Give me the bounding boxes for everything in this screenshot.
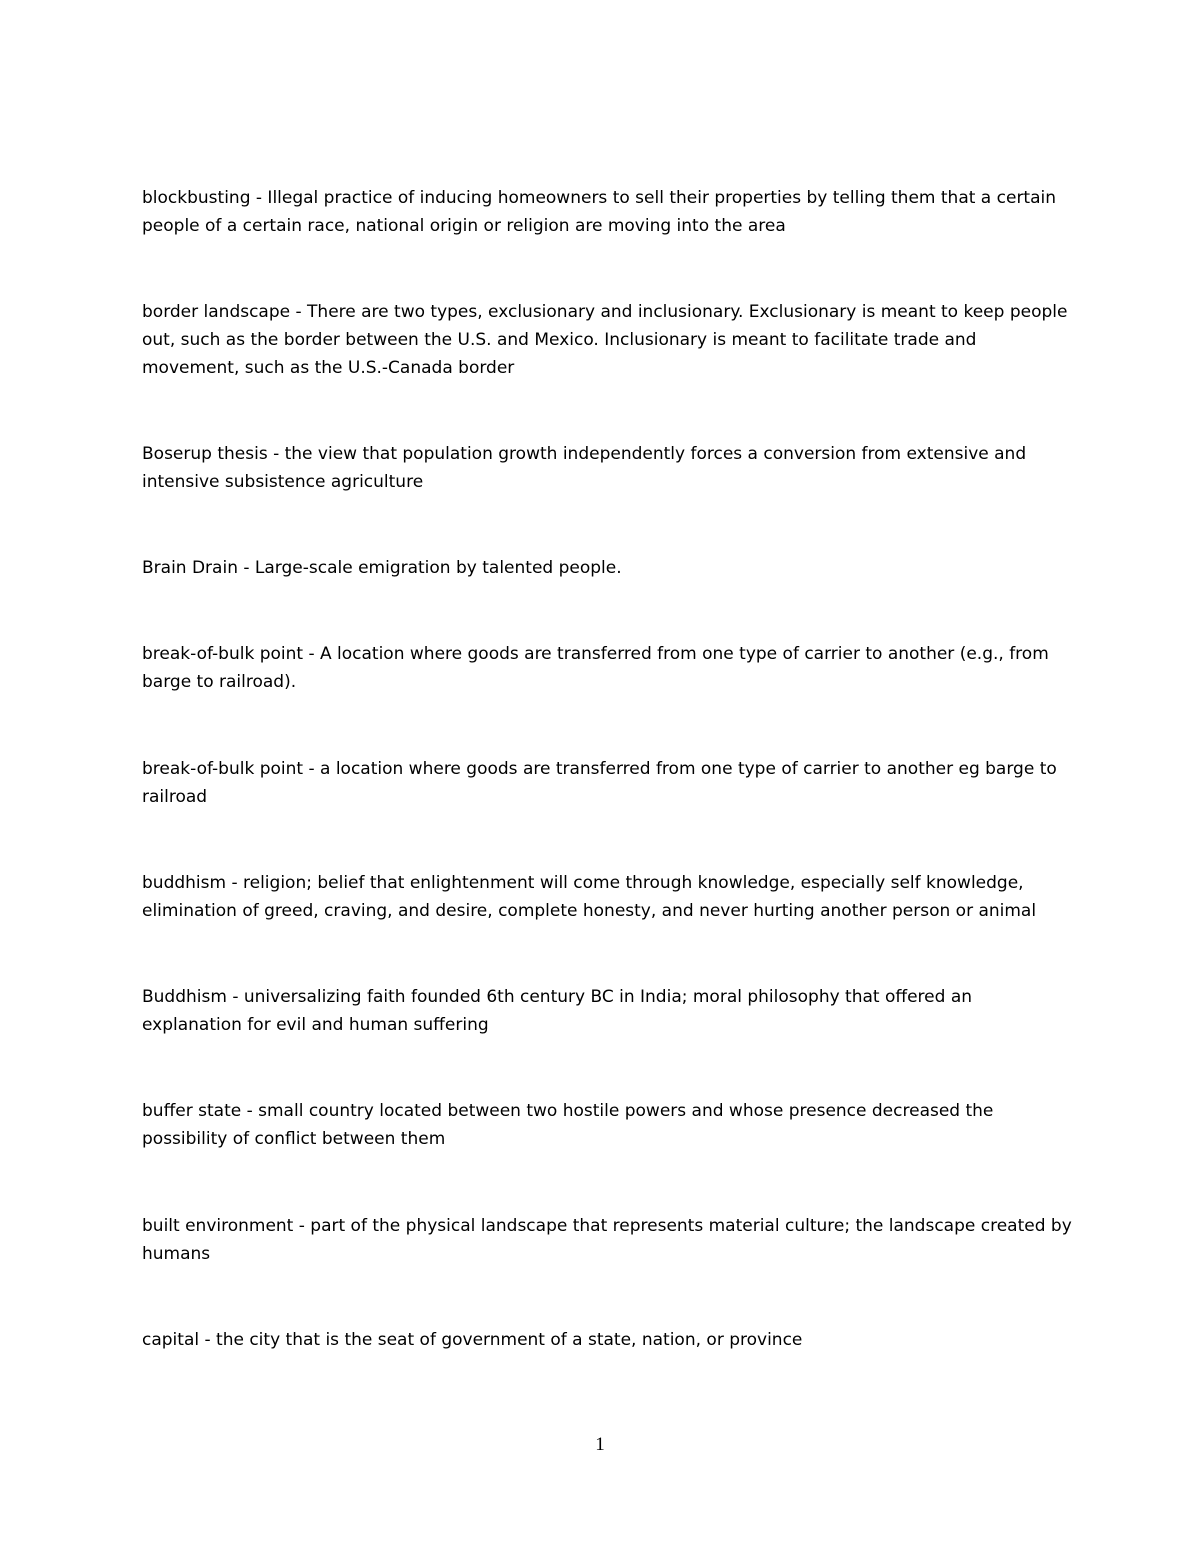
glossary-entry-buddhism-1: buddhism - religion; belief that enlightenment will come through knowledge, especially self knowledge, elimination of greed, craving, and desire, complete honesty, and never hurting another person or animal — [142, 873, 1037, 921]
glossary-entry-break-of-bulk-point-2: break-of-bulk point - a location where goods are transferred from one type of carrier to another eg barge to railroad — [142, 759, 1057, 807]
glossary-entry-built-environment: built environment - part of the physical landscape that represents material culture; the landscape created by humans — [142, 1216, 1072, 1264]
glossary-entry-blockbusting: blockbusting - Illegal practice of inducing homeowners to sell their properties by telling them that a certain people of a certain race, national origin or religion are moving into the area — [142, 188, 1057, 236]
glossary-entry-boserup-thesis: Boserup thesis - the view that population growth independently forces a conversion from extensive and intensive subsistence agriculture — [142, 444, 1027, 492]
glossary-entry-brain-drain: Brain Drain - Large-scale emigration by talented people. — [142, 558, 622, 578]
page-number: 1 — [595, 1434, 605, 1455]
glossary-entry-border-landscape: border landscape - There are two types, exclusionary and inclusionary. Exclusionary is meant to keep people out, such as the border between the U.S. and Mexico. Inclusionary is meant to facilitate trade and movement, such as the U.S.-Canada border — [142, 302, 1068, 378]
glossary-entry-buddhism-2: Buddhism - universalizing faith founded 6th century BC in India; moral philosophy that offered an explanation for evil and human suffering — [142, 987, 973, 1035]
glossary-entry-break-of-bulk-point-1: break-of-bulk point - A location where goods are transferred from one type of carrier to another (e.g., from barge to railroad). — [142, 644, 1049, 692]
glossary-entry-capital: capital - the city that is the seat of government of a state, nation, or province — [142, 1330, 803, 1350]
glossary-entry-buffer-state: buffer state - small country located between two hostile powers and whose presence decreased the possibility of conflict between them — [142, 1101, 994, 1149]
